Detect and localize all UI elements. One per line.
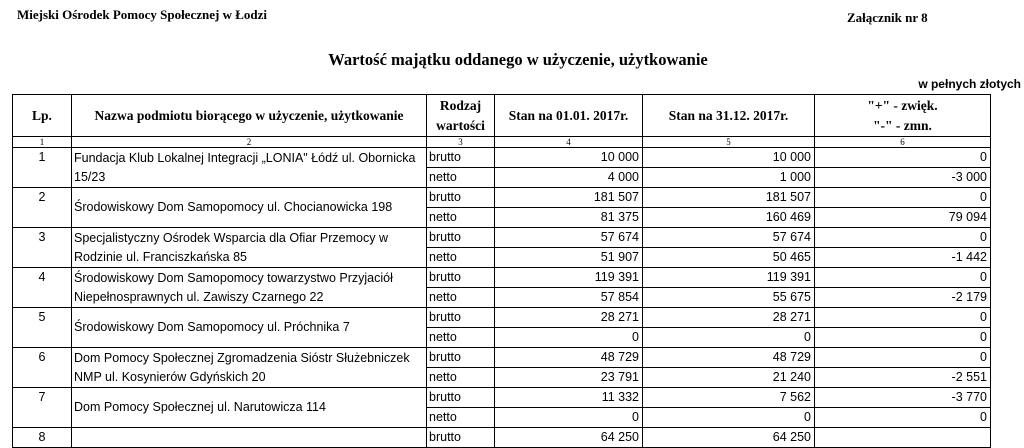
row-name: Dom Pomocy Społecznej Zgromadzenia Sióstr Służebniczek NMP ul. Kosynierów Gdyńskich 20 <box>72 348 427 388</box>
column-number: 5 <box>643 137 815 148</box>
header-end: Stan na 31.12. 2017r. <box>643 95 815 137</box>
table-row <box>13 188 991 208</box>
row-change: -1 442 <box>815 248 991 268</box>
row-end: 48 729 <box>643 348 815 368</box>
header-start: Stan na 01.01. 2017r. <box>495 95 643 137</box>
row-end: 50 465 <box>643 248 815 268</box>
row-end: 57 674 <box>643 228 815 248</box>
row-start: 64 250 <box>495 428 643 448</box>
row-type: brutto <box>427 428 495 448</box>
row-change: 0 <box>815 308 991 328</box>
row-name: Środowiskowy Dom Samopomocy ul. Próchnika 7 <box>72 308 427 348</box>
row-change: 0 <box>815 328 991 348</box>
row-start: 119 391 <box>495 268 643 288</box>
row-start: 0 <box>495 408 643 428</box>
unit-note: w pełnych złotych <box>918 77 1021 91</box>
row-start: 51 907 <box>495 248 643 268</box>
row-end: 181 507 <box>643 188 815 208</box>
row-type: brutto <box>427 348 495 368</box>
row-change: 79 094 <box>815 208 991 228</box>
row-type: netto <box>427 208 495 228</box>
header-change-line2: "-" - zmn. <box>873 117 932 133</box>
assets-table <box>12 94 991 448</box>
table-row <box>13 348 991 368</box>
row-lp: 2 <box>13 188 72 228</box>
row-end: 55 675 <box>643 288 815 308</box>
row-type: netto <box>427 408 495 428</box>
row-end: 7 562 <box>643 388 815 408</box>
row-change: 0 <box>815 268 991 288</box>
row-type: netto <box>427 288 495 308</box>
attachment-label: Załącznik nr 8 <box>847 10 928 25</box>
row-change: 0 <box>815 188 991 208</box>
row-end: 119 391 <box>643 268 815 288</box>
row-lp: 4 <box>13 268 72 308</box>
row-start: 0 <box>495 328 643 348</box>
row-type: brutto <box>427 268 495 288</box>
row-change: -3 770 <box>815 388 991 408</box>
institution-name: Miejski Ośrodek Pomocy Społecznej w Łodzi <box>17 7 267 22</box>
row-end: 21 240 <box>643 368 815 388</box>
row-end: 1 000 <box>643 168 815 188</box>
table-row <box>13 228 991 248</box>
row-type: netto <box>427 328 495 348</box>
row-type: netto <box>427 168 495 188</box>
row-name: Dom Pomocy Społecznej ul. Narutowicza 114 <box>72 388 427 428</box>
table-row <box>13 388 991 408</box>
header-type: Rodzaj wartości <box>427 95 495 137</box>
row-type: brutto <box>427 228 495 248</box>
row-end: 0 <box>643 408 815 428</box>
row-change: -2 551 <box>815 368 991 388</box>
table-row <box>13 308 991 328</box>
header-change-line1: "+" - zwięk. <box>867 97 938 113</box>
row-start: 10 000 <box>495 148 643 168</box>
row-start: 48 729 <box>495 348 643 368</box>
row-lp: 5 <box>13 308 72 348</box>
row-type: brutto <box>427 148 495 168</box>
row-change: 0 <box>815 148 991 168</box>
row-type: brutto <box>427 388 495 408</box>
column-number: 1 <box>13 137 72 148</box>
row-lp: 3 <box>13 228 72 268</box>
table-row <box>13 428 991 448</box>
row-name: Fundacja Klub Lokalnej Integracji „LONIA" Łódź ul. Obornicka 15/23 <box>72 148 427 188</box>
row-lp: 7 <box>13 388 72 428</box>
header-change <box>815 95 991 137</box>
table-row <box>13 268 991 288</box>
row-lp: 6 <box>13 348 72 388</box>
row-start: 23 791 <box>495 368 643 388</box>
row-end: 64 250 <box>643 428 815 448</box>
row-end: 28 271 <box>643 308 815 328</box>
row-name: Środowiskowy Dom Samopomocy towarzystwo Przyjaciół Niepełnosprawnych ul. Zawiszy Czarnego 22 <box>72 268 427 308</box>
row-end: 160 469 <box>643 208 815 228</box>
row-end: 0 <box>643 328 815 348</box>
row-name: Środowiskowy Dom Samopomocy ul. Chocianowicka 198 <box>72 188 427 228</box>
row-change: 0 <box>815 348 991 368</box>
header-lp: Lp. <box>13 95 72 137</box>
column-number: 2 <box>72 137 427 148</box>
row-type: netto <box>427 368 495 388</box>
row-start: 81 375 <box>495 208 643 228</box>
row-change <box>815 428 991 448</box>
row-change: 0 <box>815 228 991 248</box>
row-start: 11 332 <box>495 388 643 408</box>
row-start: 4 000 <box>495 168 643 188</box>
row-name <box>72 428 427 448</box>
header-name: Nazwa podmiotu biorącego w użyczenie, użytkowanie <box>72 95 427 137</box>
column-number: 6 <box>815 137 991 148</box>
row-type: brutto <box>427 188 495 208</box>
row-name: Specjalistyczny Ośrodek Wsparcia dla Ofiar Przemocy w Rodzinie ul. Franciszkańska 85 <box>72 228 427 268</box>
row-end: 10 000 <box>643 148 815 168</box>
table-row <box>13 148 991 168</box>
row-start: 57 674 <box>495 228 643 248</box>
row-change: -3 000 <box>815 168 991 188</box>
column-number: 4 <box>495 137 643 148</box>
row-type: netto <box>427 248 495 268</box>
row-start: 57 854 <box>495 288 643 308</box>
row-start: 28 271 <box>495 308 643 328</box>
row-lp: 1 <box>13 148 72 188</box>
row-change: -2 179 <box>815 288 991 308</box>
document-title: Wartość majątku oddanego w użyczenie, użytkowanie <box>328 50 708 69</box>
row-lp: 8 <box>13 428 72 448</box>
column-number: 3 <box>427 137 495 148</box>
row-type: brutto <box>427 308 495 328</box>
row-change: 0 <box>815 408 991 428</box>
row-start: 181 507 <box>495 188 643 208</box>
